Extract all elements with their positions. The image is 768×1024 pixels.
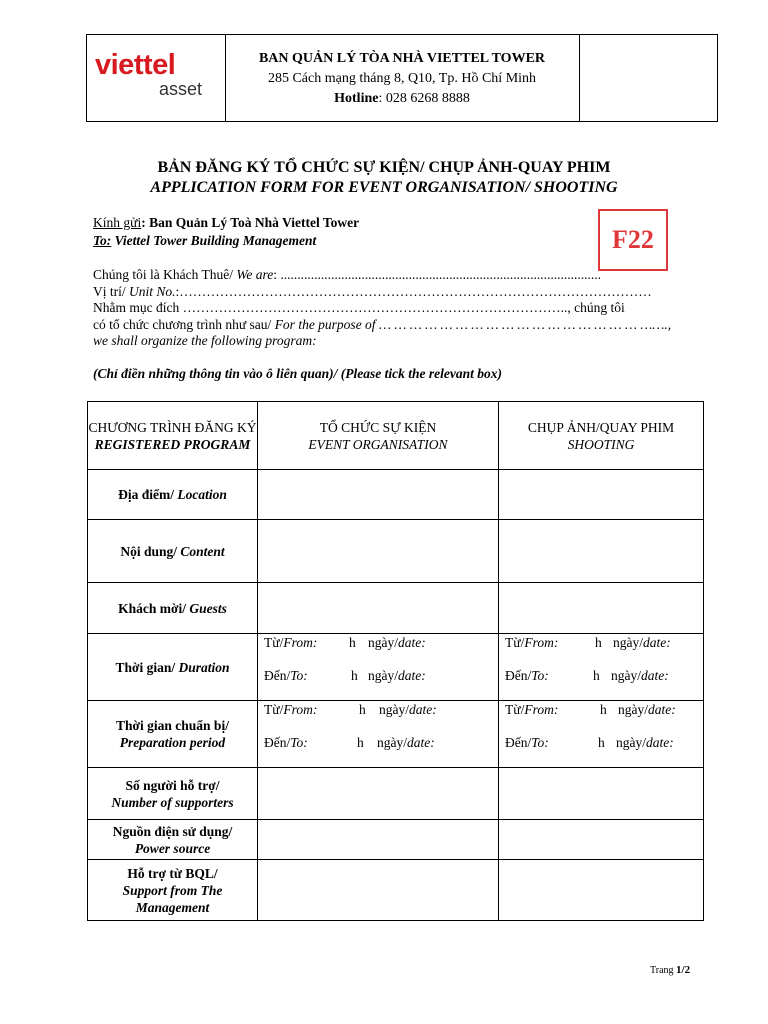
instruction-note: (Chỉ điền những thông tin vào ô liên quan)/ (Please tick the relevant box) bbox=[93, 366, 502, 381]
org-name: BAN QUẢN LÝ TÒA NHÀ VIETTEL TOWER bbox=[258, 51, 546, 66]
duration-shooting-cell[interactable]: Từ/From: h ngày/date: Đến/To: h ngày/date: bbox=[499, 634, 704, 701]
hotline: Hotline: 028 6268 8888 bbox=[334, 91, 470, 106]
supporters-shooting-cell[interactable] bbox=[499, 768, 704, 820]
row-label-content: Nội dung/ Content bbox=[88, 520, 258, 583]
header-shooting: CHỤP ẢNH/QUAY PHIM SHOOTING bbox=[499, 402, 704, 470]
intro-unit-line[interactable]: Vị trí/ Unit No.:…………………………………………………………………………………………… bbox=[93, 284, 652, 299]
logo-sub-text: asset bbox=[159, 79, 203, 99]
power-event-cell[interactable] bbox=[258, 820, 499, 860]
row-label-duration: Thời gian/ Duration bbox=[88, 634, 258, 701]
title-vn: BẢN ĐĂNG KÝ TỔ CHỨC SỰ KIỆN/ CHỤP ẢNH-QUAY PHIM bbox=[157, 159, 611, 176]
table-row bbox=[88, 768, 704, 820]
header-event: TỔ CHỨC SỰ KIỆN EVENT ORGANISATION bbox=[258, 402, 499, 470]
support-shooting-cell[interactable] bbox=[499, 860, 704, 921]
support-event-cell[interactable] bbox=[258, 860, 499, 921]
addressee-vn: Kính gửi: Ban Quản Lý Toà Nhà Viettel Tower bbox=[93, 215, 360, 230]
addressee-en: To: Viettel Tower Building Management bbox=[93, 233, 317, 248]
header-empty-cell bbox=[579, 35, 718, 121]
location-shooting-cell[interactable] bbox=[499, 470, 704, 520]
header-info bbox=[225, 35, 579, 121]
table-row bbox=[88, 860, 704, 921]
duration-event-cell[interactable]: Từ/From: h ngày/date: Đến/To: h ngày/date: bbox=[258, 634, 499, 701]
power-shooting-cell[interactable] bbox=[499, 820, 704, 860]
row-label-guests: Khách mời/ Guests bbox=[88, 583, 258, 634]
table-row bbox=[88, 820, 704, 860]
logo bbox=[87, 35, 226, 121]
table-row bbox=[88, 520, 704, 583]
intro-purpose-line[interactable]: Nhằm mục đích ………………………………………………………………………….., chúng tôi bbox=[93, 300, 625, 315]
content-event-cell[interactable] bbox=[258, 520, 499, 583]
title-en: APPLICATION FORM FOR EVENT ORGANISATION/ SHOOTING bbox=[150, 179, 618, 196]
registration-table bbox=[87, 401, 704, 921]
supporters-event-cell[interactable] bbox=[258, 768, 499, 820]
org-address: 285 Cách mạng tháng 8, Q10, Tp. Hồ Chí Minh bbox=[267, 71, 537, 86]
page-number: Trang 1/2 bbox=[650, 964, 691, 976]
table-row bbox=[88, 470, 704, 520]
header-program: CHƯƠNG TRÌNH ĐĂNG KÝ REGISTERED PROGRAM bbox=[88, 402, 258, 470]
row-label-support: Hỗ trợ từ BQL/ Support from The Management bbox=[88, 860, 258, 921]
prep-event-cell[interactable]: Từ/From: h ngày/date: Đến/To: h ngày/date: bbox=[258, 701, 499, 768]
table-row bbox=[88, 583, 704, 634]
logo-main-text: viettel bbox=[95, 49, 176, 81]
row-label-preparation: Thời gian chuẩn bị/ Preparation period bbox=[88, 701, 258, 768]
table-header-row bbox=[88, 402, 704, 470]
content-shooting-cell[interactable] bbox=[499, 520, 704, 583]
row-label-location: Địa điểm/ Location bbox=[88, 470, 258, 520]
intro-organize-line: we shall organize the following program: bbox=[93, 333, 317, 348]
intro-tenant-line[interactable]: Chúng tôi là Khách Thuê/ We are: ............................................................................................... bbox=[93, 267, 601, 282]
intro-purpose-en-line[interactable]: có tổ chức chương trình như sau/ For the purpose of … … … … … … … … … … … … … … … … … ……., bbox=[93, 317, 672, 332]
prep-shooting-cell[interactable]: Từ/From: h ngày/date: Đến/To: h ngày/date: bbox=[499, 701, 704, 768]
table-row bbox=[88, 701, 704, 768]
row-label-supporters: Số người hỗ trợ/ Number of supporters bbox=[88, 768, 258, 820]
row-label-power: Nguồn điện sử dụng/ Power source bbox=[88, 820, 258, 860]
table-row bbox=[88, 634, 704, 701]
location-event-cell[interactable] bbox=[258, 470, 499, 520]
header-box bbox=[86, 34, 718, 122]
guests-shooting-cell[interactable] bbox=[499, 583, 704, 634]
form-code-stamp: F22 bbox=[598, 209, 668, 271]
guests-event-cell[interactable] bbox=[258, 583, 499, 634]
